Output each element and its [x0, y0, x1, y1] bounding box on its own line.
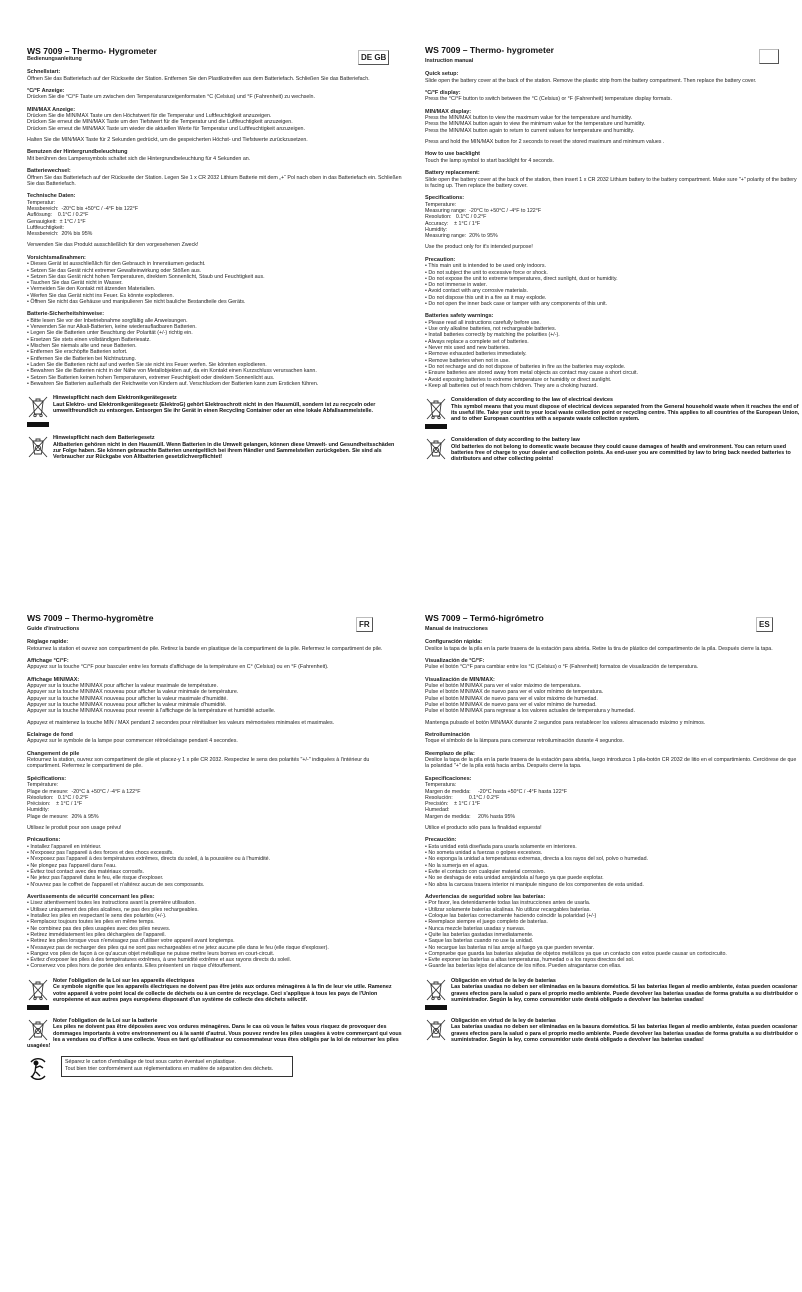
section [27, 88, 402, 101]
list-item: • Never mix used and new batteries. [425, 345, 800, 351]
section-text: Appuyer sur la touche MIN/MAX nouveau pour afficher la valeur minimale d'humidité. [27, 701, 227, 708]
bullet-section [425, 894, 800, 970]
black-bar-icon [27, 1005, 49, 1010]
section-text: Deslice la tapa de la pila en la parte trasera de la estación para abrirla, luego introduzca 1 pila-botón CR 2032 de litio en el compartimiento. Cerciórese de que la polaridad "+" de la pila está hacia arriba. Después cierre la tapa. [425, 757, 798, 770]
list-item: • Setzen Sie das Gerät nicht hohen Temperaturen, direktem Sonnenlicht, Staub und Feuchtigkeit aus. [27, 274, 402, 280]
section-heading: Batterie-Sicherheitshinweise: [27, 311, 105, 318]
bullet-list [425, 900, 800, 969]
section-text: Pulse el botón MIN/MAX de nuevo para ver el valor mínimo de humedad. [425, 701, 597, 708]
list-item: • Remove exhausted batteries immediately. [425, 351, 800, 357]
packaging-sorting-box [27, 1056, 402, 1082]
section-heading: Configuración rápida: [425, 639, 483, 645]
disposal-notice [27, 978, 402, 1010]
list-item: • Do not open the inner back case or tamper with any components of this unit. [425, 301, 800, 307]
section [425, 677, 800, 726]
section-text: Toque el símbolo de la lámpara para comenzar retroiluminación durante 4 segundos. [425, 738, 625, 745]
weee-bin-icon [27, 978, 49, 1010]
notice-text: Old batteries do not belong to domestic waste because they could cause damages of health and environment. You can return used batteries free of charge to your dealer and collection points. As end-user you are committed by law to bring back needed batteries to distributors and other collecting points! [451, 443, 791, 463]
section-text: Précision: ± 1°C / 1°F [27, 801, 83, 808]
bullet-list [425, 320, 800, 389]
section-heading: Technische Daten: [27, 193, 76, 200]
section-heading: MIN/MAX Anzeige: [27, 106, 76, 113]
list-item: • Ensure batteries are stored away from metal objects as contact may cause a short circuit. [425, 370, 800, 376]
section-text: Retournez la station et ouvrez son compartiment de pile. Retirez la bande en plastique de la compartiment de la pile. Refermez le compartiment de pile. [27, 645, 383, 652]
bullet-list [27, 318, 402, 387]
section [27, 658, 402, 671]
list-item: • Setzen Sie Batterien keinen hohen Temperaturen, extremer Feuchtigkeit oder direktem Sonnenlicht aus. [27, 375, 402, 381]
battery-bin-icon [27, 1018, 49, 1042]
section-heading: Benutzen der Hintergrundbeleuchtung [27, 149, 128, 156]
section-heading: Vorsichtsmaßnahmen: [27, 254, 86, 261]
notice-text: Les piles ne doivent pas être déposées avec vos ordures ménagères. Dans le cas où vous le faites vous risquez de provoquer des dommages importants à votre environnement ou à la santé d'autrui. Vous pouvez rendre les piles usagées à votre commerçant qui vous les a vendues ou d'office à une collecte. Vous en tant qu'utilisateur ou consommateur vous êtes obligés par la loi de retourner les piles usagées! [27, 1024, 402, 1050]
list-item: • Retirez les piles lorsque vous n'envisagez pas d'utiliser votre appareil avant longtemps. [27, 938, 402, 944]
manual-page-es [425, 613, 800, 1043]
notice-text: Ce symbole signifie que les appareils électriques ne doivent pas être jetés aux ordures ménagères à la fin de leur vie utile. Ramenez votre appareil à votre point local de collecte de déchets ou à un centre de recyclage. Ceci s'applique à tous les pays de l'Union européenne et aux autres pays européens disposant d'un système de collecte des déchets sélectif. [53, 984, 392, 1003]
section-text: Öffnen Sie das Batteriefach auf der Rückseite der Station. Entfernen Sie den Plastikstreifen aus dem Batteriefach. Schließen Sie das Batteriefach. [27, 75, 370, 82]
list-item: • This main unit is intended to be used only indoors. [425, 263, 800, 269]
list-item: • No abra la carcasa trasera interior ni manipule ninguno de los componentes de esta unidad. [425, 882, 800, 888]
section-text: Accuracy: ± 1°C / 1°F [425, 220, 481, 227]
section-note: Use the product only for it's intended purpose! [425, 244, 533, 251]
list-item: • Vermeiden Sie den Kontakt mit ätzenden Materialien. [27, 286, 402, 292]
section-text: Pulse el botón MIN/MAX de nuevo para ver el valor máximo de humedad. [425, 695, 598, 702]
list-item: • Setzen Sie das Gerät nicht extremer Gewalteinwirkung oder Stößen aus. [27, 268, 402, 274]
list-item: • Ne plongez pas l'appareil dans l'eau. [27, 863, 402, 869]
bullet-list [27, 844, 402, 888]
disposal-notice [27, 435, 402, 461]
section-note: Appuyez et maintenez la touche MIN / MAX pendant 2 secondes pour réinitialiser les valeurs mémorisées minimales et maximales. [27, 719, 335, 726]
section [27, 107, 402, 144]
list-item: • Ersetzen Sie stets einen vollständigen Batteriesatz. [27, 337, 402, 343]
section-heading: Battery replacement: [425, 170, 480, 177]
section-text: Appuyez sur la touche °C/°F pour basculer entre les formats d'affichage de la température en C° (Celsius) ou en °F (Fahrenheit). [27, 664, 329, 671]
manual-page-gb [425, 45, 800, 463]
section-heading: Precaución: [425, 837, 457, 844]
section-text: Auflösung: 0.1°C / 0.2°F [27, 212, 89, 219]
list-item: • N'exposez pas l'appareil à des températures extrêmes, directs du soleil, à la poussière ou à l'humidité. [27, 856, 402, 862]
battery-bin-icon [425, 1018, 447, 1042]
section [27, 732, 402, 745]
section-text: Appuyer sur la touche MIN/MAX nouveau pour afficher la valeur maximale d'humidité. [27, 695, 228, 702]
black-bar-icon [425, 424, 447, 429]
list-item: • Bewahren Sie die Batterien nicht in der Nähe von Metallobjekten auf, da ein Kontakt einen Kurzschluss verursachen kann. [27, 368, 402, 374]
section-heading: Changement de pile [27, 750, 80, 757]
page-subtitle: Guide d'instructions [27, 626, 80, 632]
list-item: • Do not recharge and do not dispose of batteries in fire as the batteries may explode. [425, 364, 800, 370]
list-item: • No se deshaga de esta unidad arrojándola al fuego ya que puede explotar. [425, 875, 800, 881]
list-item: • Öffnen Sie nicht das Gehäuse und manipulieren Sie nicht bauliche Bestandteile des Geräts. [27, 299, 402, 305]
list-item: • Coloque las baterías correctamente haciendo coincidir la polaridad (+/-) [425, 913, 800, 919]
bullet-section [27, 311, 402, 387]
disposal-notice [425, 397, 800, 429]
list-item: • Lisez attentivement toutes les instructions avant la première utilisation. [27, 900, 402, 906]
section-text: Humidity: [27, 807, 50, 814]
bullet-section [27, 894, 402, 970]
triman-recycle-icon [27, 1056, 49, 1082]
notice-heading: Consideration of duty according to the battery law [451, 437, 580, 444]
section-text: Drücken Sie die MIN/MAX Taste um den Höchstwert für die Temperatur und Luftfeuchtigkeit anzuzeigen. [27, 113, 272, 120]
section-text: Temperature: [425, 201, 457, 208]
section-heading: °C/°F Anzeige: [27, 87, 65, 94]
section-heading: Advertencias de seguridad sobre las baterías: [425, 893, 546, 900]
section-text: Pulse el botón MIN/MAX para regresar a los valores actuales de temperatura y humedad. [425, 708, 635, 715]
section [27, 677, 402, 726]
section-heading: Batteries safety warnings: [425, 313, 494, 320]
manual-page-fr [27, 613, 402, 1082]
page-subtitle: Instruction manual [425, 58, 474, 64]
section-text: Humedad: [425, 807, 450, 814]
bullet-section [27, 255, 402, 306]
section-text: Retournez la station, ouvrez son compartiment de pile et placez-y 1 x pile CR 2032. Respectez le sens des polarités "+/-" indiquées à l'intérieur du compartiment. Refermez le compartiment de pile. [27, 757, 371, 770]
notice-heading: Noter l'obligation de la Loi sur la batterie [53, 1017, 158, 1024]
section [425, 639, 800, 652]
notice-heading: Noter l'obligation de la Loi sur les appareils électriques [53, 977, 195, 984]
battery-bin-icon [27, 435, 49, 459]
bullet-list [27, 900, 402, 969]
section-text: Plage de mesure: 20% à 95% [27, 813, 99, 820]
list-item: • Avoid exposing batteries to extreme temperature or humidity or direct sunlight. [425, 377, 800, 383]
notice-heading: Obligación en virtud de la ley de baterías [451, 977, 556, 984]
section-heading: Visualización de MIN/MAX: [425, 676, 495, 683]
list-item: • Évitez tout contact avec des matériaux corrosifs. [27, 869, 402, 875]
section-text: Appuyer sur la touche MIN/MAX nouveau pour revenir à l'affichage de la température et humidité actuelle. [27, 708, 276, 715]
list-item: • Saque las baterías cuando no use la unidad. [425, 938, 800, 944]
list-item: • Do not dispose this unit in a fire as it may explode. [425, 295, 800, 301]
notice-heading: Hinweispflicht nach dem Batteriegesetz [53, 435, 155, 442]
weee-bin-icon [425, 978, 447, 1010]
list-item: • Compruebe que guarda las baterías alejadas de objetos metálicos ya que un contacto con estos puede causar un cortocircuito. [425, 951, 800, 957]
list-item: • Por favor, lea detenidamente todas las instrucciones antes de usarla. [425, 900, 800, 906]
list-item: • Avoid contact with any corrosive materials. [425, 288, 800, 294]
box-text: Tout bien trier conformément aux réglementations en matière de séparation des déchets. [65, 1066, 274, 1073]
section [27, 639, 402, 652]
list-item: • Ne combinez pas des piles usagées avec des piles neuves. [27, 926, 402, 932]
section [425, 71, 800, 84]
section-text: Messbereich: -20°C bis +50°C / -4°F bis 122°F [27, 205, 139, 212]
section-text: Slide open the battery cover at the back of the station. Remove the plastic strip from the battery compartment. Then replace the battery cover. [425, 77, 757, 84]
disposal-notice [27, 1018, 402, 1050]
section-text: Touch the lamp symbol to start backlight for 4 seconds. [425, 157, 554, 164]
section-text: Temperatur: [27, 199, 56, 206]
section-heading: Retroiluminación [425, 731, 470, 738]
list-item: • Installez l'appareil en intérieur. [27, 844, 402, 850]
list-item: • No la sumerja en el agua. [425, 863, 800, 869]
weee-bin-icon [425, 397, 447, 429]
black-bar-icon [27, 422, 49, 427]
list-item: • Bitte lesen Sie vor der Inbetriebnahme sorgfältig alle Anweisungen. [27, 318, 402, 324]
section-text: Appuyez sur le symbole de la lampe pour commencer rétroéclairage pendant 4 secondes. [27, 738, 238, 745]
section-text: Appuyer sur la touche MIN/MAX nouveau pour afficher la valeur minimale de température. [27, 689, 239, 696]
language-badge [759, 49, 779, 64]
section-text: Slide open the battery cover at the back of the station, then insert 1 x CR 2032 Lithium battery to the battery compartment. Make sure "+" polarity of the battery is facing up. Then replace the battery cover. [425, 176, 799, 189]
page-subtitle: Bedienungsanleitung [27, 56, 82, 62]
section-heading: Affichage °C/°F: [27, 657, 69, 664]
section-heading: Schnellstart: [27, 69, 61, 75]
list-item: • Dieses Gerät ist ausschließlich für den Gebrauch in Innenräumen gedacht. [27, 261, 402, 267]
section-text: Température: [27, 782, 59, 789]
disposal-notice [425, 978, 800, 1010]
list-item: • Rangez vos piles de façon à ce qu'aucun objet métallique ne puisse mettre leurs bornes en court-circuit. [27, 951, 402, 957]
list-item: • N'ouvrez pas le coffret de l'appareil et n'altérez aucun de ses composants. [27, 882, 402, 888]
section-text: Drücken Sie erneut die MIN/MAX Taste um den Tiefstwert für die Temperatur und die Luftfeuchtigkeit anzuzeigen. [27, 119, 293, 126]
section-text: Messbereich: 20% bis 95% [27, 231, 93, 238]
list-item: • Werfen Sie das Gerät nicht ins Feuer. Es könnte explodieren. [27, 293, 402, 299]
section-text: Press the °C/°F button to switch between the °C (Celsius) or °F (Fahrenheit) temperature display formats. [425, 96, 672, 103]
section-heading: Precaution: [425, 256, 456, 263]
language-badge: DE GB [358, 50, 389, 65]
section [27, 69, 402, 82]
section [425, 658, 800, 671]
section [27, 149, 402, 162]
section [425, 732, 800, 745]
section-heading: Quick setup: [425, 71, 459, 77]
list-item: • Laden Sie die Batterien nicht auf und werfen Sie sie nicht ins Feuer werfen. Sie könnten explodieren. [27, 362, 402, 368]
list-item: • Do not expose the unit to extreme temperatures, direct sunlight, dust or humidity. [425, 276, 800, 282]
list-item: • Esta unidad está diseñada para usarla solamente en interiores. [425, 844, 800, 850]
list-item: • Retirez immédiatement les piles déchargées de l'appareil. [27, 932, 402, 938]
notice-heading: Consideration of duty according to the law of electrical devices [451, 397, 614, 404]
section-text: Pulse el botón °C/°F para cambiar entre los °C (Celsius) o °F (Fahrenheit) formatos de visualización de temperatura. [425, 664, 699, 671]
list-item: • Nunca mezcle baterías usadas y nuevas. [425, 926, 800, 932]
black-bar-icon [425, 1005, 447, 1010]
section [27, 776, 402, 832]
list-item: • Please read all instructions carefully before use. [425, 320, 800, 326]
list-item: • Always replace a complete set of batteries. [425, 339, 800, 345]
list-item: • Evite el contacto con cualquier material corrosivo. [425, 869, 800, 875]
section-note: Halten Sie die MIN/MAX Taste für 2 Sekunden gedrückt, um die gespeicherten Höchst- und Tiefstwerte zurückzusetzen. [27, 136, 308, 143]
section-heading: Batteriewechsel: [27, 168, 71, 175]
list-item: • Conservez vos piles hors de portée des enfants. Elles présentent un risque d'étouffement. [27, 963, 402, 969]
list-item: • Mischen Sie niemals alte und neue Batterien. [27, 343, 402, 349]
section [425, 151, 800, 164]
list-item: • No recargue las baterías ni las arroje al fuego ya que pueden reventar. [425, 945, 800, 951]
list-item: • Évitez d'exposer les piles à des températures extrêmes, à une humidité extrême et aux rayons directs du soleil. [27, 957, 402, 963]
section-note: Press and hold the MIN/MAX button for 2 seconds to reset the stored maximum and minimum values . [425, 138, 665, 145]
section-text: Appuyer sur la touche MIN/MAX pour afficher la valeur maximale de température. [27, 683, 218, 690]
section-heading: Avertissements de sécurité concernant les piles: [27, 893, 155, 900]
page-title: WS 7009 – Termó-higrómetro [425, 613, 544, 623]
section-heading: MIN/MAX display: [425, 108, 472, 115]
section-heading: Réglage rapide: [27, 639, 69, 645]
section-text: Öffnen Sie das Batteriefach auf der Rückseite der Station. Legen Sie 1 x CR 2032 Lithium Batterie mit dem „+“ Pol nach oben in das Batteriefach ein. Schließen Sie das Batteriefach. [27, 174, 404, 187]
section [425, 109, 800, 146]
section-text: Humidity: [425, 226, 448, 233]
section-text: Press the MIN/MAX button again to view the minimum value for the temperature und humidity. [425, 121, 646, 128]
list-item: • Tauchen Sie das Gerät nicht in Wasser. [27, 280, 402, 286]
section-text: Precisión: ± 1°C / 1°F [425, 801, 481, 808]
bullet-section [27, 837, 402, 888]
notice-heading: Obligación en virtud de la ley de baterías [451, 1017, 556, 1024]
section-note: Verwenden Sie das Produkt ausschließlich für den vorgesehenen Zweck! [27, 242, 199, 249]
disposal-notice [425, 437, 800, 463]
page-title: WS 7009 – Thermo- Hygrometer [27, 46, 157, 56]
list-item: • Verwenden Sie nur Alkali-Batterien, keine wiederaufladbaren Batterien. [27, 324, 402, 330]
page-title: WS 7009 – Thermo-hygromètre [27, 613, 154, 623]
section-text: Deslice la tapa de la pila en la parte trasera de la estación para abrirla. Retire la tira de plástico del compartimento de la pila. Después cierre la tapa. [425, 645, 773, 652]
section-heading: °C/°F display: [425, 89, 461, 96]
list-item: • Bewahren Sie Batterien außerhalb der Reichweite von Kindern auf. Verschlucken der Batterien kann zum Ersticken führen. [27, 381, 402, 387]
language-badge: FR [356, 617, 373, 632]
section-text: Drücken Sie erneut die MIN/MAX Taste um wieder die aktuellen Werte für Temperatur und Luftfeuchtigkeit anzuzeigen. [27, 125, 305, 132]
list-item: • Legen Sie die Batterien unter Beachtung der Polarität (+/-) richtig ein. [27, 330, 402, 336]
disposal-notice [425, 1018, 800, 1044]
list-item: • No exponga la unidad a temperaturas extremas, directa a los rayos del sol, polvo o humedad. [425, 856, 800, 862]
list-item: • Entfernen Sie erschöpfte Batterien sofort. [27, 349, 402, 355]
bullet-section [425, 837, 800, 888]
list-item: • Utilizar solamente baterías alcalinas. No utilizar recargables baterías. [425, 907, 800, 913]
language-badge: ES [756, 617, 773, 632]
notice-text: Las baterías usadas no deben ser eliminadas en la basura doméstica. Si las baterías llegan al medio ambiente, éstas pueden ocasionar graves efectos para la salud o para el proprio medio ambiente. Puede devolver las baterías usadas de forma gratuita a su distribuidor o suministrador. Según la ley, como consumidor uste destá obligado a devolver las baterías usadas! [451, 1024, 798, 1043]
list-item: • Use only alkaline batteries, not rechargeable batteries. [425, 326, 800, 332]
section-text: Measuring range: -20°C to +50°C / -4°F to 122°F [425, 207, 542, 214]
section-note: Utilice el producto sólo para la finalidad expuesta! [425, 825, 542, 832]
section [27, 751, 402, 770]
list-item: • Utilisez uniquement des piles alcalines, ne pas des piles rechargeables. [27, 907, 402, 913]
section-text: Luftfeuchtigkeit: [27, 224, 65, 231]
notice-text: This symbol means that you must dispose of electrical devices separated from the General household waste when it reaches the end of its useful life. Take your unit to your local waste collection point or recycling centre. This applies to all countries of the European Union, and to other European countries with a separate waste collection system. [451, 403, 800, 423]
section-heading: Visualización de °C/°F: [425, 657, 485, 664]
section-heading: Précautions: [27, 837, 61, 844]
bullet-section [425, 257, 800, 308]
section-text: Press the MIN/MAX button to view the maximum value for the temperature and humidity. [425, 115, 633, 122]
list-item: • Install batteries correctly by matching the polarities (+/-). [425, 332, 800, 338]
list-item: • Installez les piles en respectant le sens des polarités (+/-). [27, 913, 402, 919]
notice-text: Las baterías usadas no deben ser eliminadas en la basura doméstica. Si las baterías llegan al medio ambiente, éstas pueden ocasionar graves efectos para la salud o para el proprio medio ambiente. Puede devolver las baterías usadas de forma gratuita a su distribuidor o suministrador. Según la ley, como consumidor uste destá obligado a devolver las baterías usadas! [451, 984, 798, 1003]
section [425, 776, 800, 832]
bullet-list [27, 261, 402, 305]
section [425, 170, 800, 189]
section-heading: How to use backlight [425, 151, 481, 158]
list-item: • Remove batteries when not in use. [425, 358, 800, 364]
weee-bin-icon [27, 395, 49, 427]
section-heading: Especificaciones: [425, 775, 472, 782]
section-text: Resolución: 0.1°C / 0.2°F [425, 794, 500, 801]
section-text: Margen de medida: -20°C hasta +50°C / -4°F hasta 122°F [425, 788, 567, 795]
section [27, 168, 402, 187]
section-heading: Spécifications: [27, 775, 67, 782]
list-item: • Guarde las baterías lejos del alcance de los niños. Pueden atragantarse con ellas. [425, 963, 800, 969]
section-note: Mantenga pulsado el botón MIN/MAX durante 2 segundos para restablecer los valores almacenado máximo y mínimos. [425, 719, 706, 726]
list-item: • Do not subject the unit to excessive force or shock. [425, 270, 800, 276]
notice-text: Laut Elektro- und Elektronikgerätegesetz (ElektroG) gehört Elektroschrott nicht in den Hausmüll, sondern ist zu recyceln oder umweltfreundlich zu entsorgen. Entsorgen Sie ihr Gerät in einen Recycling Container oder an eine lokale Abfallsammelstelle. [53, 401, 376, 414]
section [27, 193, 402, 249]
page-title: WS 7009 – Thermo- hygrometer [425, 45, 554, 55]
section [425, 195, 800, 251]
section-heading: Affichage MIN/MAX: [27, 676, 80, 683]
disposal-notice [27, 395, 402, 427]
list-item: • Ne jetez pas l'appareil dans le feu, elle risque d'exploser. [27, 875, 402, 881]
box-text: Séparez le carton d'emballage de tout sous carton éventuel en plastique. [65, 1058, 236, 1065]
bullet-list [425, 844, 800, 888]
battery-bin-icon [425, 437, 447, 461]
list-item: • N'essayez pas de recharger des piles qui ne sont pas rechargeables et ne jetez aucune pile dans le feu (elle risque d'exploser). [27, 945, 402, 951]
list-item: • Do not immerse in water. [425, 282, 800, 288]
section-text: Mit berühren des Lampensymbols schaltet sich die Hintergrundbeleuchtung für 4 Sekunden an. [27, 155, 251, 162]
section [425, 751, 800, 770]
section-text: Résolution: 0.1°C / 0.2°F [27, 794, 89, 801]
list-item: • Quite las baterías gastadas inmediatamente. [425, 932, 800, 938]
section-text: Drücken Sie die °C/°F Taste um zwischen den Temperaturanzeigenformaten °C (Celsius) und °F (Fahrenheit) zu wechseln. [27, 94, 315, 101]
section-text: Genauigkeit: ± 1°C / 1°F [27, 218, 86, 225]
section-text: Measuring range: 20% to 95% [425, 233, 498, 240]
section-text: Press the MIN/MAX button again to return to current values for temperature and humidity. [425, 127, 635, 134]
list-item: • N'exposez pas l'appareil à des forces et des chocs excessifs. [27, 850, 402, 856]
notice-text: Altbatterien gehören nicht in den Hausmüll. Wenn Batterien in die Umwelt gelangen, können diese Umwelt- und Gesundheitsschäden zur Folge haben. Sie können gebrauchte Batterien unentgeltlich bei ihrem Händler und Sammelstellen zurückgeben. Sie sind als Verbraucher zur Rückgabe von Altbatterien gesetzlichverpflichtet! [53, 441, 395, 461]
section-text: Pulse el botón MIN/MAX para ver el valor máximo de temperatura. [425, 683, 582, 690]
section-heading: Reemplazo de pila: [425, 750, 475, 757]
bullet-section [425, 313, 800, 389]
notice-heading: Hinweispflicht nach dem Elektronikgerätegesetz [53, 395, 177, 402]
section-text: Temperatura: [425, 782, 457, 789]
list-item: • Keep all batteries out of reach from children. They are a choking hazard. [425, 383, 800, 389]
list-item: • Reemplace siempre el juego completo de baterías. [425, 919, 800, 925]
section-text: Pulse el botón MIN/MAX de nuevo para ver el valor mínimo de temperatura. [425, 689, 604, 696]
list-item: • Entfernen Sie die Batterien bei Nichtnutzung. [27, 356, 402, 362]
bullet-list [425, 263, 800, 307]
list-item: • Remplacez toujours toutes les piles en même temps. [27, 919, 402, 925]
page-subtitle: Manual de instrucciones [425, 626, 488, 632]
list-item: • Evite exponer las baterías a altas temperaturas, humedad o a los rayos directos del sol. [425, 957, 800, 963]
section-text: Plage de mesure: -20°C à +50°C / -4°F à 122°F [27, 788, 141, 795]
section-heading: Specifications: [425, 195, 465, 202]
manual-page-de [27, 46, 402, 461]
section-heading: Eclairage de fond [27, 731, 73, 738]
section-text: Margen de medida: 20% hasta 95% [425, 813, 516, 820]
section [425, 90, 800, 103]
section-text: Resolution: 0.1°C / 0.2°F [425, 214, 487, 221]
list-item: • No someta unidad a fuerzas o golpes excesivos. [425, 850, 800, 856]
section-note: Utilisez le produit pour son usage prévu! [27, 825, 122, 832]
